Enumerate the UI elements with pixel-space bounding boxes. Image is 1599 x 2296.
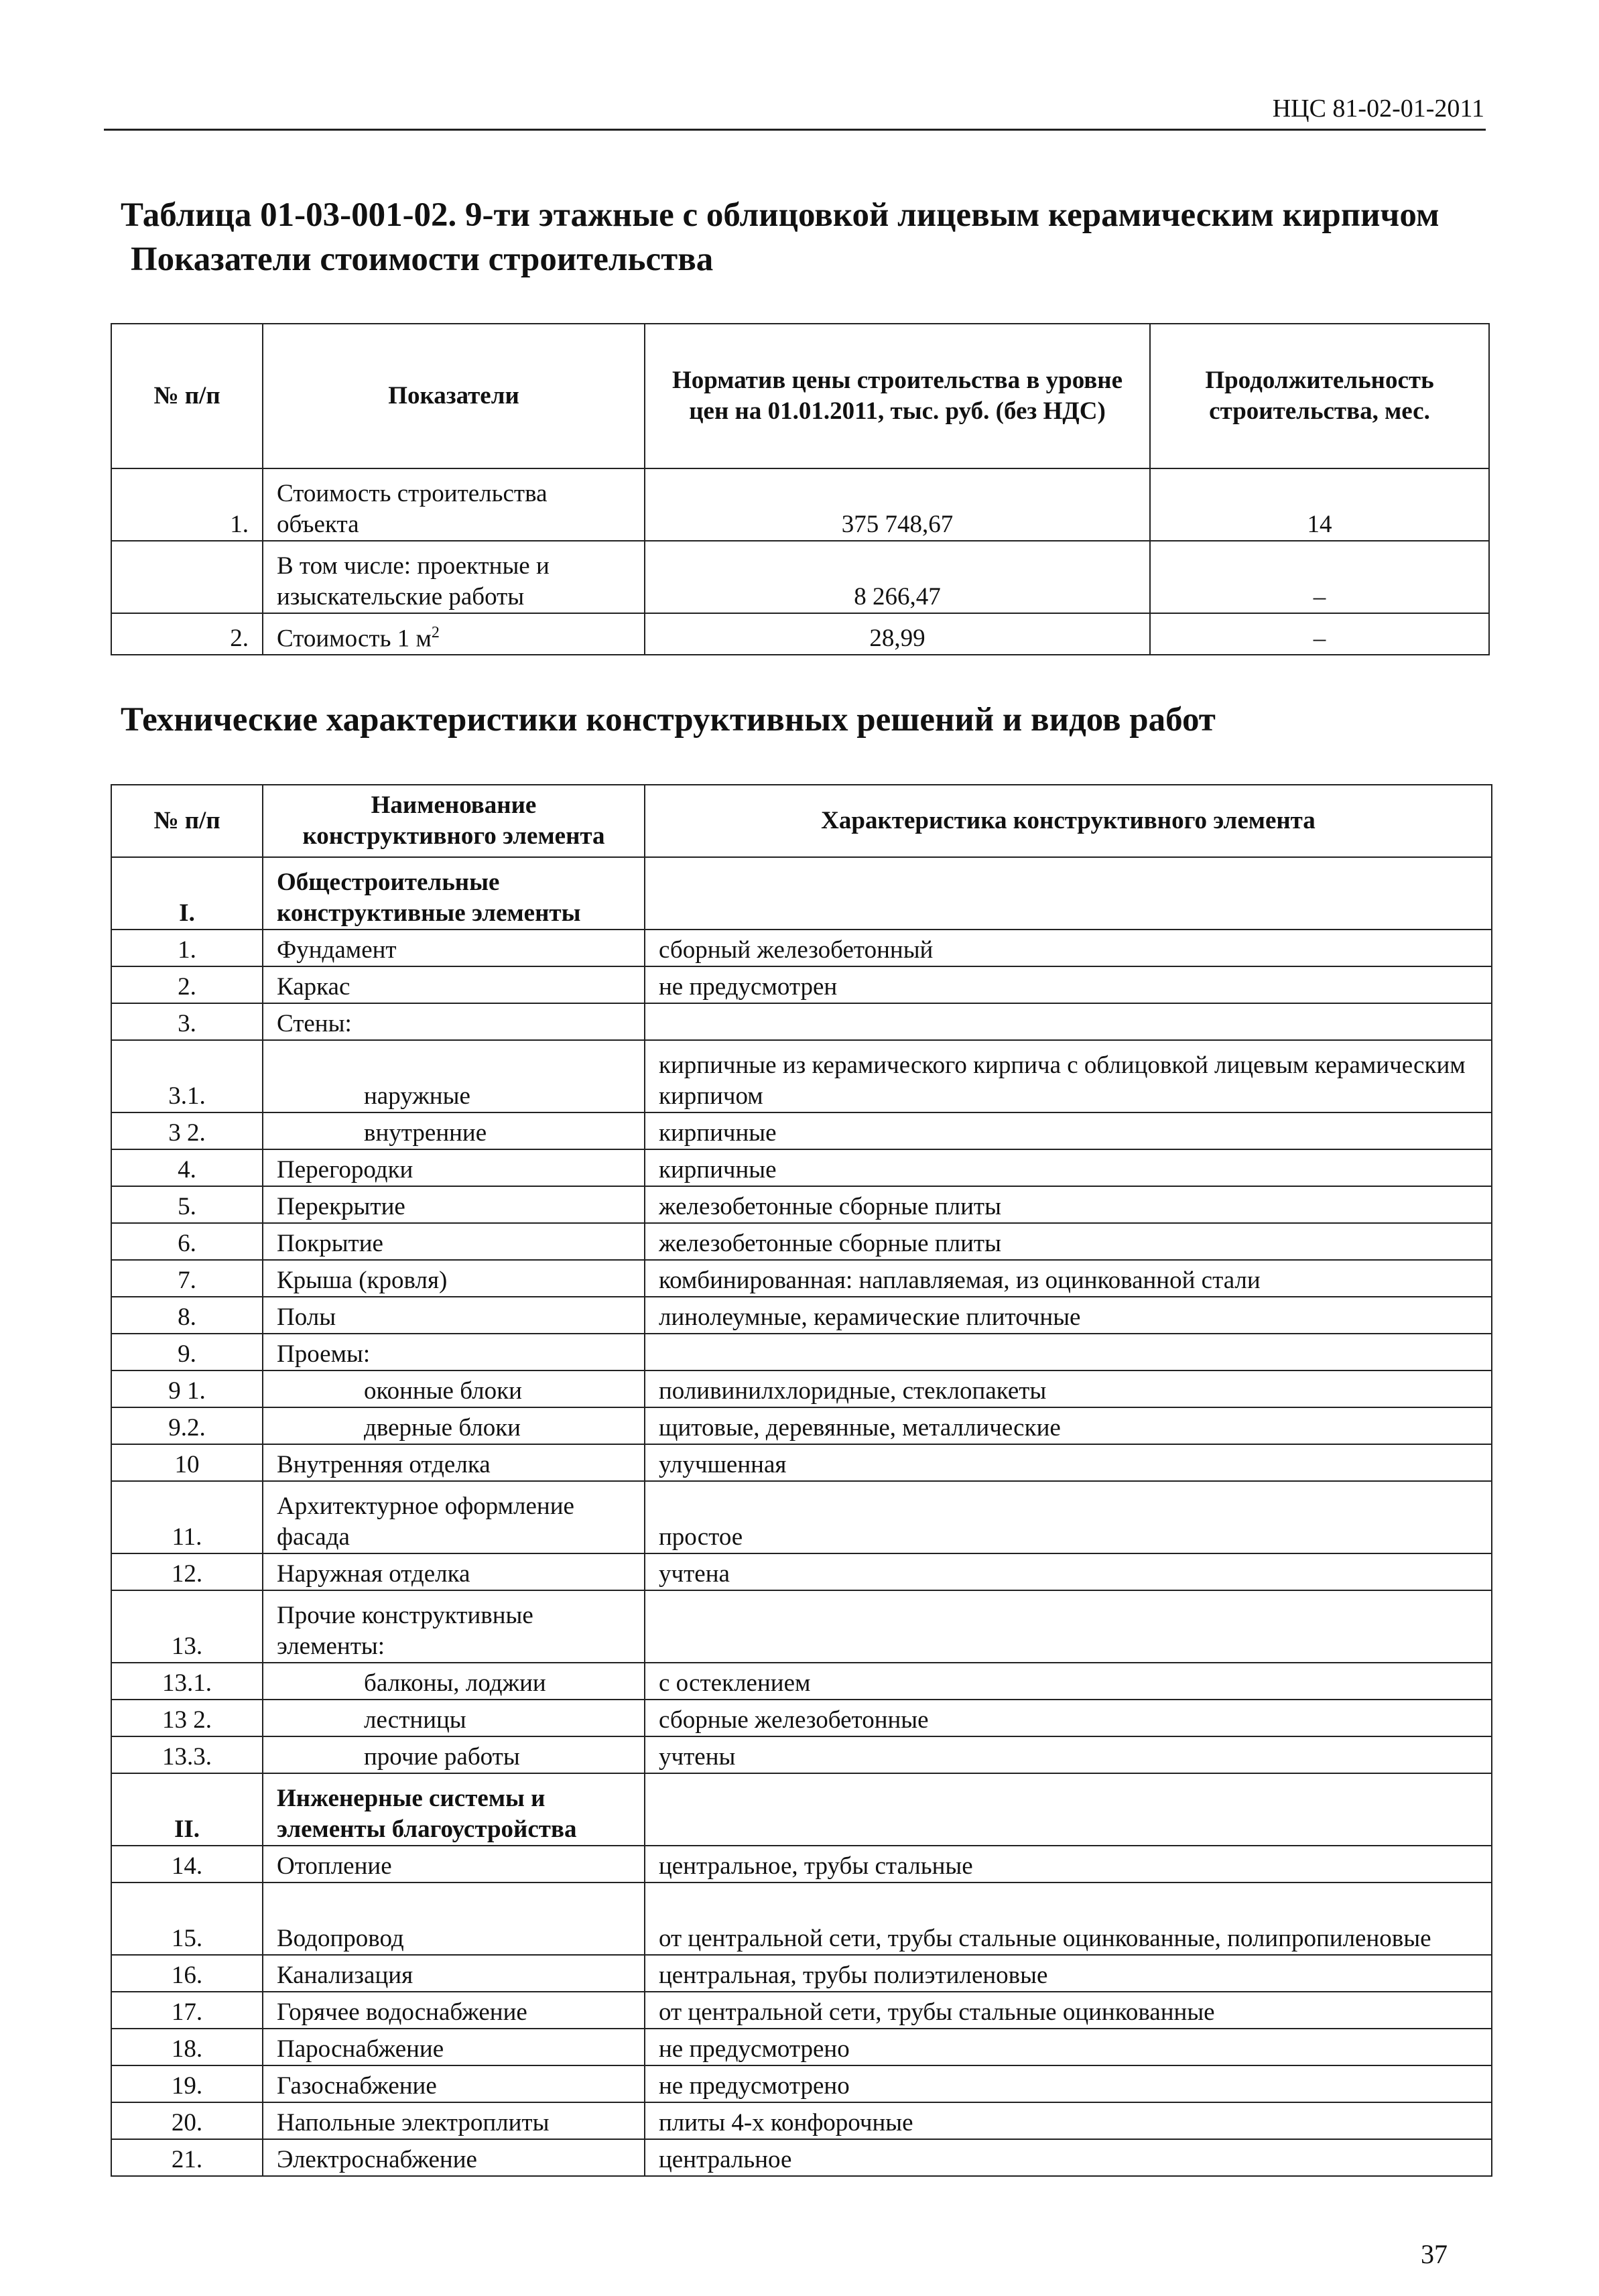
row-element-name: Наружная отделка xyxy=(263,1553,645,1590)
tech-characteristics-table xyxy=(111,784,1492,2177)
table-row xyxy=(111,1149,1492,1186)
table-row xyxy=(111,1444,1492,1481)
row-element-name: Напольные электроплиты xyxy=(263,2102,645,2139)
row-number: 12. xyxy=(111,1553,263,1590)
row-characteristic: железобетонные сборные плиты xyxy=(645,1186,1492,1223)
table-row xyxy=(111,1553,1492,1590)
row-element-name: Полы xyxy=(263,1297,645,1334)
row-element-name: Газоснабжение xyxy=(263,2065,645,2102)
col-header-number: № п/п xyxy=(111,324,263,468)
row-number: 7. xyxy=(111,1260,263,1297)
row-indicator-text: Стоимость 1 м xyxy=(277,625,432,652)
col-header-characteristic: Характеристика конструктивного элемента xyxy=(645,785,1492,857)
row-characteristic: простое xyxy=(645,1481,1492,1553)
row-number: 9. xyxy=(111,1334,263,1370)
row-characteristic: от центральной сети, трубы стальные оцинкованные, полипропиленовые xyxy=(645,1883,1492,1955)
row-element-name: прочие работы xyxy=(263,1736,645,1773)
row-characteristic: кирпичные xyxy=(645,1149,1492,1186)
table-row xyxy=(111,1186,1492,1223)
row-duration: – xyxy=(1150,541,1489,613)
row-number: 21. xyxy=(111,2139,263,2176)
table-row xyxy=(111,1003,1492,1040)
row-indicator: Стоимость строительства объекта xyxy=(263,468,645,541)
row-characteristic: железобетонные сборные плиты xyxy=(645,1223,1492,1260)
row-number: 10 xyxy=(111,1444,263,1481)
row-number: 16. xyxy=(111,1955,263,1992)
row-characteristic xyxy=(645,1773,1492,1846)
row-characteristic: с остеклением xyxy=(645,1663,1492,1700)
row-number: 18. xyxy=(111,2029,263,2065)
row-element-name: Прочие конструктивные элементы: xyxy=(263,1590,645,1663)
row-element-name: лестницы xyxy=(263,1700,645,1736)
row-characteristic: кирпичные из керамического кирпича с облицовкой лицевым керамическим кирпичом xyxy=(645,1040,1492,1112)
row-characteristic: плиты 4-х конфорочные xyxy=(645,2102,1492,2139)
table-row xyxy=(111,2029,1492,2065)
row-number: 4. xyxy=(111,1149,263,1186)
row-characteristic: центральное xyxy=(645,2139,1492,2176)
table-row xyxy=(111,2139,1492,2176)
row-element-name: Фундамент xyxy=(263,930,645,966)
table-row xyxy=(111,541,1489,613)
header-divider xyxy=(104,129,1486,131)
row-price: 375 748,67 xyxy=(645,468,1150,541)
row-characteristic: кирпичные xyxy=(645,1112,1492,1149)
row-element-name: дверные блоки xyxy=(263,1407,645,1444)
table-row xyxy=(111,1883,1492,1955)
row-element-name: Канализация xyxy=(263,1955,645,1992)
row-characteristic: поливинилхлоридные, стеклопакеты xyxy=(645,1370,1492,1407)
row-price: 8 266,47 xyxy=(645,541,1150,613)
table-row xyxy=(111,1040,1492,1112)
row-number: I. xyxy=(111,857,263,930)
row-number: 15. xyxy=(111,1883,263,1955)
table-row xyxy=(111,613,1489,655)
row-element-name: Архитектурное оформление фасада xyxy=(263,1481,645,1553)
row-element-name: Горячее водоснабжение xyxy=(263,1992,645,2029)
col-header-number: № п/п xyxy=(111,785,263,857)
row-number: 11. xyxy=(111,1481,263,1553)
row-number: 19. xyxy=(111,2065,263,2102)
row-element-name: Отопление xyxy=(263,1846,645,1883)
row-number: 6. xyxy=(111,1223,263,1260)
superscript: 2 xyxy=(431,623,440,641)
row-number: II. xyxy=(111,1773,263,1846)
cost-indicators-table xyxy=(111,323,1490,655)
row-number: 1. xyxy=(111,930,263,966)
row-number: 14. xyxy=(111,1846,263,1883)
row-number: 2. xyxy=(111,966,263,1003)
row-number: 13.3. xyxy=(111,1736,263,1773)
row-element-name: Внутренняя отделка xyxy=(263,1444,645,1481)
table-row xyxy=(111,1992,1492,2029)
row-number xyxy=(111,541,263,613)
row-duration: 14 xyxy=(1150,468,1489,541)
table-row xyxy=(111,1334,1492,1370)
row-element-name: Общестроительные конструктивные элементы xyxy=(263,857,645,930)
row-number: 2. xyxy=(111,613,263,655)
row-element-name: Покрытие xyxy=(263,1223,645,1260)
table-row xyxy=(111,930,1492,966)
row-element-name: внутренние xyxy=(263,1112,645,1149)
row-element-name: Каркас xyxy=(263,966,645,1003)
row-number: 20. xyxy=(111,2102,263,2139)
row-indicator xyxy=(263,613,645,655)
row-element-name: Проемы: xyxy=(263,1334,645,1370)
row-number: 9.2. xyxy=(111,1407,263,1444)
row-element-name: Перекрытие xyxy=(263,1186,645,1223)
row-duration: – xyxy=(1150,613,1489,655)
row-number: 3.1. xyxy=(111,1040,263,1112)
row-element-name: Инженерные системы и элементы благоустройства xyxy=(263,1773,645,1846)
row-number: 3 2. xyxy=(111,1112,263,1149)
row-characteristic xyxy=(645,857,1492,930)
table-row xyxy=(111,1297,1492,1334)
row-number: 8. xyxy=(111,1297,263,1334)
row-characteristic: центральная, трубы полиэтиленовые xyxy=(645,1955,1492,1992)
row-characteristic xyxy=(645,1590,1492,1663)
row-characteristic: не предусмотрен xyxy=(645,966,1492,1003)
row-element-name: Стены: xyxy=(263,1003,645,1040)
row-element-name: Электроснабжение xyxy=(263,2139,645,2176)
row-characteristic: сборные железобетонные xyxy=(645,1700,1492,1736)
row-characteristic: сборный железобетонный xyxy=(645,930,1492,966)
document-code: НЦС 81-02-01-2011 xyxy=(1272,94,1484,123)
row-element-name: Крыша (кровля) xyxy=(263,1260,645,1297)
row-number: 1. xyxy=(111,468,263,541)
table-row xyxy=(111,2102,1492,2139)
row-characteristic: не предусмотрено xyxy=(645,2029,1492,2065)
row-number: 13.1. xyxy=(111,1663,263,1700)
row-element-name: Пароснабжение xyxy=(263,2029,645,2065)
table-row xyxy=(111,1223,1492,1260)
table-row xyxy=(111,1112,1492,1149)
row-characteristic xyxy=(645,1334,1492,1370)
row-number: 5. xyxy=(111,1186,263,1223)
row-element-name: балконы, лоджии xyxy=(263,1663,645,1700)
table-row xyxy=(111,1590,1492,1663)
row-characteristic xyxy=(645,1003,1492,1040)
row-element-name: Водопровод xyxy=(263,1883,645,1955)
table-title: Таблица 01-03-001-02. 9-ти этажные с облицовкой лицевым керамическим кирпичом xyxy=(121,196,1440,234)
row-number: 13. xyxy=(111,1590,263,1663)
row-characteristic: учтены xyxy=(645,1736,1492,1773)
row-number: 13 2. xyxy=(111,1700,263,1736)
table-row xyxy=(111,966,1492,1003)
row-element-name: наружные xyxy=(263,1040,645,1112)
page-number: 37 xyxy=(1421,2239,1448,2269)
row-price: 28,99 xyxy=(645,613,1150,655)
table-row xyxy=(111,1955,1492,1992)
row-characteristic: от центральной сети, трубы стальные оцинкованные xyxy=(645,1992,1492,2029)
row-characteristic: улучшенная xyxy=(645,1444,1492,1481)
row-characteristic: учтена xyxy=(645,1553,1492,1590)
table-row xyxy=(111,1700,1492,1736)
table-row xyxy=(111,1370,1492,1407)
table-row xyxy=(111,857,1492,930)
row-number: 3. xyxy=(111,1003,263,1040)
col-header-indicator: Показатели xyxy=(263,324,645,468)
row-characteristic: центральное, трубы стальные xyxy=(645,1846,1492,1883)
tech-section-title: Технические характеристики конструктивных решений и видов работ xyxy=(121,701,1216,739)
table-row xyxy=(111,1407,1492,1444)
col-header-price: Норматив цены строительства в уровне цен на 01.01.2011, тыс. руб. (без НДС) xyxy=(645,324,1150,468)
row-characteristic: комбинированная: наплавляемая, из оцинкованной стали xyxy=(645,1260,1492,1297)
table-row xyxy=(111,1846,1492,1883)
row-element-name: оконные блоки xyxy=(263,1370,645,1407)
row-characteristic: щитовые, деревянные, металлические xyxy=(645,1407,1492,1444)
row-number: 9 1. xyxy=(111,1370,263,1407)
row-element-name: Перегородки xyxy=(263,1149,645,1186)
table-row xyxy=(111,468,1489,541)
row-characteristic: не предусмотрено xyxy=(645,2065,1492,2102)
cost-section-title: Показатели стоимости строительства xyxy=(131,241,714,278)
row-indicator: В том числе: проектные и изыскательские работы xyxy=(263,541,645,613)
table-row xyxy=(111,1481,1492,1553)
row-characteristic: линолеумные, керамические плиточные xyxy=(645,1297,1492,1334)
table-row xyxy=(111,1260,1492,1297)
col-header-element: Наименование конструктивного элемента xyxy=(263,785,645,857)
row-number: 17. xyxy=(111,1992,263,2029)
table-row xyxy=(111,1773,1492,1846)
table-row xyxy=(111,2065,1492,2102)
col-header-duration: Продолжительность строительства, мес. xyxy=(1150,324,1489,468)
table-row xyxy=(111,1736,1492,1773)
table-row xyxy=(111,1663,1492,1700)
